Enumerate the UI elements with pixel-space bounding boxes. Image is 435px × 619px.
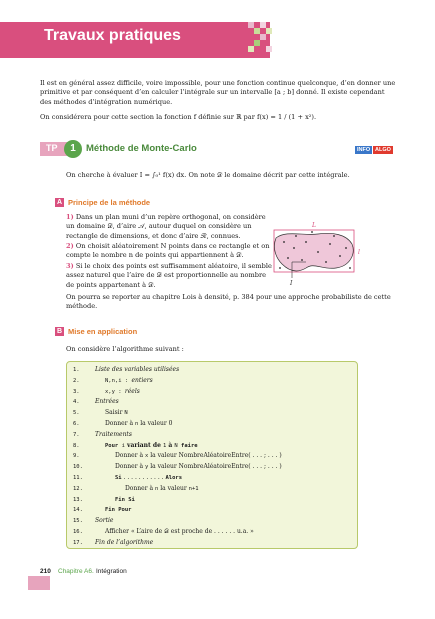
figure-label-top: L bbox=[312, 222, 316, 229]
algorithm-line-text: Sortie bbox=[95, 517, 114, 525]
algorithm-line-text: N,n,i : entiers bbox=[105, 376, 153, 384]
page-title: Travaux pratiques bbox=[44, 27, 181, 44]
algorithm-line-number: 12. bbox=[73, 485, 83, 492]
tp-title: Méthode de Monte-Carlo bbox=[86, 143, 197, 154]
section-a-letter: A bbox=[56, 199, 63, 206]
algorithm-line-number: 4. bbox=[73, 399, 80, 406]
algorithm-line-number: 11. bbox=[73, 475, 83, 481]
algorithm-line bbox=[73, 504, 132, 515]
algorithm-line-number: 14. bbox=[73, 507, 83, 514]
method-step-2: 2) On choisit aléatoirement N points dans ce rectangle et on compte le nombre n de points qui appartiennent à 𝒟. bbox=[66, 242, 270, 260]
section-a-title: Principe de la méthode bbox=[68, 198, 151, 207]
algorithm-line-number: 9. bbox=[73, 453, 80, 460]
algorithm-line bbox=[73, 526, 254, 537]
algorithm-line bbox=[73, 461, 282, 472]
algorithm-line-text: Fin Pour bbox=[105, 507, 132, 514]
algorithm-line bbox=[73, 515, 113, 526]
header-banner bbox=[0, 22, 270, 58]
algorithm-line bbox=[73, 396, 119, 407]
algorithm-line-number: 16. bbox=[73, 529, 83, 535]
section-b-intro: On considère l’algorithme suivant : bbox=[66, 345, 184, 353]
footer-bar bbox=[28, 576, 50, 590]
algorithm-line-text: Fin Si bbox=[115, 496, 135, 503]
algorithm-line bbox=[73, 418, 173, 429]
algorithm-line bbox=[73, 472, 182, 483]
method-note: On pourra se reporter au chapitre Lois à densité, p. 384 pour une approche probabiliste de cette méthode. bbox=[66, 293, 391, 311]
algorithm-line-text: Entrées bbox=[95, 398, 119, 406]
section-b-title: Mise en application bbox=[68, 327, 138, 336]
algorithm-line bbox=[73, 386, 140, 397]
algorithm-line bbox=[73, 407, 128, 418]
tp-label: TP bbox=[46, 143, 58, 153]
algorithm-line-text: Saisir N bbox=[105, 409, 128, 417]
algorithm-line bbox=[73, 450, 282, 461]
chapter-topic: Intégration bbox=[96, 568, 127, 575]
algorithm-line bbox=[73, 483, 199, 494]
domain-shape bbox=[274, 233, 353, 271]
algorithm-line-text: Liste des variables utilisées bbox=[95, 366, 180, 373]
algorithm-line-number: 13. bbox=[73, 496, 83, 503]
intro-function: On considérera pour cette section la fonction f définie sur ℝ par f(x) = 1 / (1 + x²). bbox=[40, 113, 317, 121]
algorithm-line-text: Si . . . . . . . . . . . Alors bbox=[115, 474, 183, 481]
monte-carlo-figure bbox=[266, 218, 366, 288]
page-number: 210 bbox=[40, 568, 51, 575]
algorithm-line-text: Traitements bbox=[95, 430, 132, 438]
algorithm-box bbox=[66, 361, 358, 549]
algorithm-line bbox=[73, 429, 132, 440]
algorithm-line bbox=[73, 537, 153, 548]
tag-info: INFO bbox=[357, 147, 371, 153]
figure-label-bottom: I bbox=[290, 280, 293, 287]
algorithm-line-text: Pour i variant de 1 à N faire bbox=[105, 441, 198, 449]
algorithm-line-number: 6. bbox=[73, 421, 80, 427]
algorithm-line-text: Fin de l’algorithme bbox=[95, 538, 154, 546]
intro-paragraph: Il est en général assez difficile, voire impossible, pour une fonction continue quelconque, d’en donner une primitive et par conséquent d’en calculer l’intégrale sur un intervalle [a ; b] donné. Il existe cependant des méthodes d’intégration numérique. bbox=[40, 79, 396, 106]
algorithm-line bbox=[73, 364, 179, 375]
algorithm-line-number: 17. bbox=[73, 539, 83, 546]
algorithm-line bbox=[73, 375, 153, 386]
algorithm-line bbox=[73, 440, 198, 451]
algorithm-line-text: Donner à x la valeur NombreAléatoireEntre( . . . ; . . . ) bbox=[115, 452, 282, 460]
section-b-letter: B bbox=[56, 328, 63, 335]
tp-number: 1 bbox=[64, 140, 82, 158]
algorithm-line-number: 7. bbox=[73, 431, 80, 438]
header-decoration bbox=[248, 22, 272, 58]
algorithm-line-number: 10. bbox=[73, 464, 83, 471]
algorithm-line-text: x,y : réels bbox=[105, 387, 140, 395]
algorithm-line-text: Donner à y la valeur NombreAléatoireEntre( . . . ; . . . ) bbox=[115, 463, 282, 471]
method-step-1: 1) Dans un plan muni d’un repère orthogonal, on considère un domaine 𝒟, d’aire 𝒜, autour duquel on considère un rectangle de dimensions, et donc d’aire ℛ, connues. bbox=[66, 213, 266, 240]
algorithm-line-number: 1. bbox=[73, 367, 80, 373]
tp-intro: On cherche à évaluer I = ∫₀¹ f(x) dx. On note 𝒟 le domaine décrit par cette intégrale. bbox=[66, 171, 350, 179]
algorithm-line-text: Donner à n la valeur 0 bbox=[105, 420, 173, 427]
algorithm-line-number: 8. bbox=[73, 442, 80, 449]
algorithm-line-number: 3. bbox=[73, 388, 80, 395]
algorithm-line bbox=[73, 494, 135, 505]
algorithm-line-number: 5. bbox=[73, 410, 80, 417]
algorithm-line-text: Donner à n la valeur n+1 bbox=[125, 484, 199, 492]
algorithm-line-text: Afficher « L’aire de 𝒟 est proche de . . . . . . u.a. » bbox=[105, 528, 254, 535]
method-step-3: 3) Si le choix des points est suffisamment aléatoire, il semble assez naturel que l’aire de 𝒟 est proportionnelle au nombre de points appartenant à 𝒟. bbox=[66, 262, 272, 289]
tag-algo: ALGO bbox=[375, 147, 391, 153]
chapter-label: Chapitre A6. bbox=[58, 568, 94, 575]
figure-label-right: l bbox=[358, 249, 360, 256]
algorithm-line-number: 15. bbox=[73, 518, 83, 525]
algorithm-line-number: 2. bbox=[73, 377, 80, 384]
